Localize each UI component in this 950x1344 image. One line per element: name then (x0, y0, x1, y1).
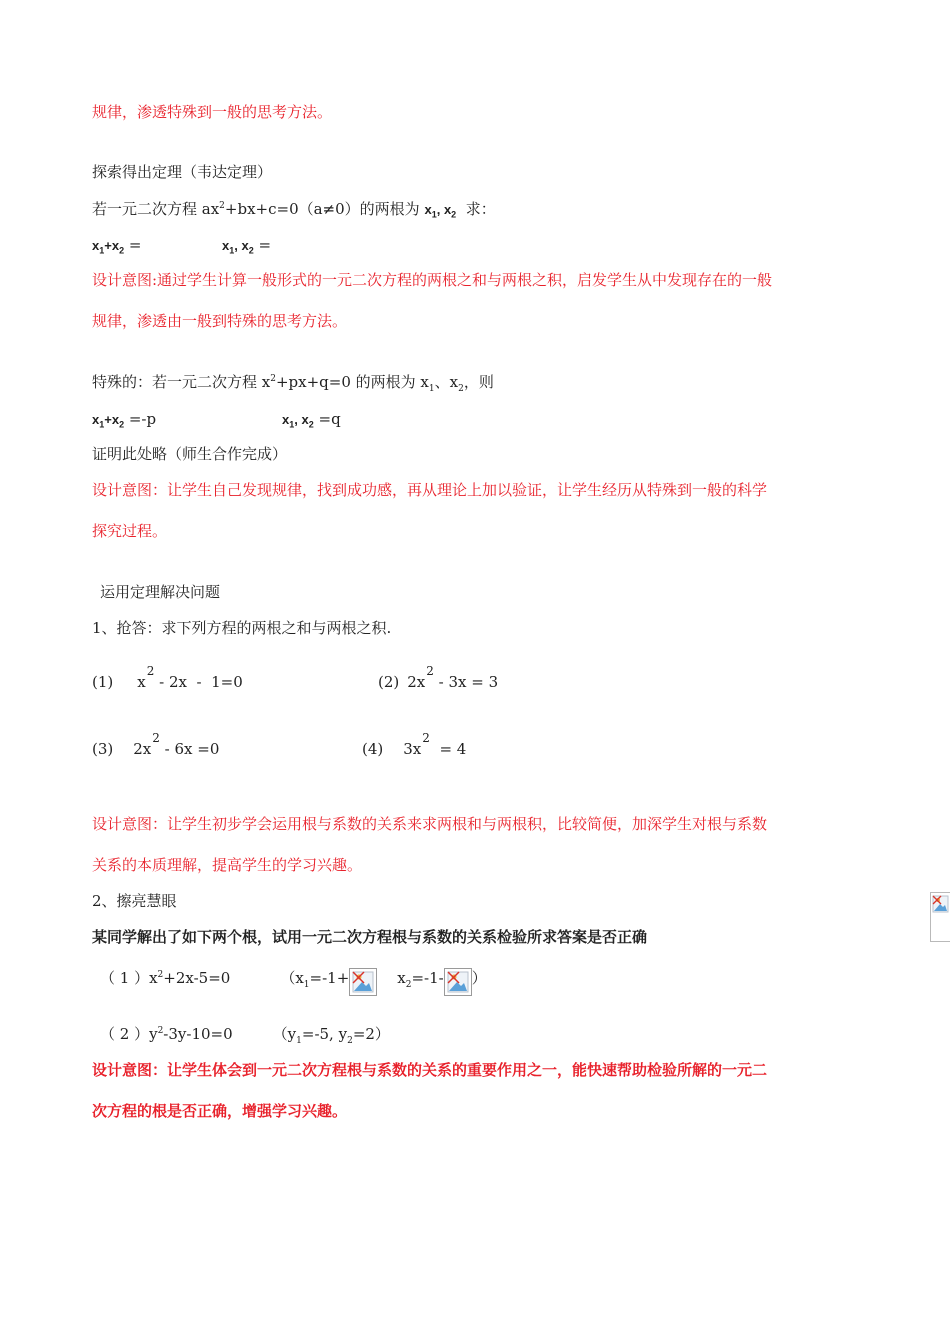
design-intent-5-line-2: 次方程的根是否正确，增强学习兴趣。 (92, 1102, 348, 1120)
section-apply-title: 运用定理解决问题 (100, 583, 221, 601)
design-intent-3-line-2: 探究过程。 (92, 522, 168, 540)
equation-1: (1) $x^2 - 2x - 1=0$ (92, 664, 243, 691)
exercise-2-title: 2、擦亮慧眼 (92, 892, 177, 910)
design-intent-5-line-1: 设计意图：让学生体会到一元二次方程根与系数的关系的重要作用之一，能快速帮助检验所解的一元二 (92, 1061, 768, 1079)
equation-4: (4) $3x^2 = 4$ (362, 731, 467, 758)
special-root-product: $x_1$, $x_2 =q$ (282, 410, 341, 430)
equation-3: (3) $2x^2 - 6x =0$ (92, 731, 220, 758)
broken-image-icon (931, 893, 950, 917)
design-intent-tail-1: 规律，渗透特殊到一般的思考方法。 (92, 103, 333, 121)
design-intent-4-line-2: 关系的本质理解，提高学生的学习兴趣。 (92, 856, 363, 874)
exercise-1-prompt: 1、抢答：求下列方程的两根之和与两根之积. (92, 619, 392, 637)
special-root-sum: $x_1+x_2 =-p$ (92, 410, 157, 430)
equation-2: (2) $2x^2 - 3x = 3$ (378, 664, 499, 691)
broken-image-icon (444, 968, 472, 996)
edge-image-placeholder (930, 892, 950, 942)
section-theorem-title: 探索得出定理（韦达定理） (92, 163, 273, 181)
root-product-blank: $x_1$, $x_2$ = (222, 236, 272, 256)
check-item-2: （ 2 ）$y^2-3y-10=0$ （$y_1=-5$, $y_2=2$） (100, 1025, 390, 1046)
broken-image-icon (349, 968, 377, 996)
root-sum-blank: $x_1+x_2$ = (92, 236, 142, 256)
design-intent-2-line-2: 规律，渗透由一般到特殊的思考方法。 (92, 312, 348, 330)
design-intent-3-line-1: 设计意图：让学生自己发现规律，找到成功感，再从理论上加以验证，让学生经历从特殊到一般的科学 (92, 481, 768, 499)
exercise-2-prompt: 某同学解出了如下两个根，试用一元二次方程根与系数的关系检验所求答案是否正确 (92, 928, 648, 946)
design-intent-2-line-1: 设计意图:通过学生计算一般形式的一元二次方程的两根之和与两根之积，启发学生从中发现存在的一般 (92, 271, 773, 289)
proof-omitted-note: 证明此处略（师生合作完成） (92, 445, 288, 463)
general-equation-statement: 若一元二次方程 $ax^2+bx+c=0(a\ne 0)$的两根为 $x_1$, $x_2$ 求： (92, 200, 496, 220)
design-intent-4-line-1: 设计意图：让学生初步学会运用根与系数的关系来求两根和与两根积，比较简便，加深学生对根与系数 (92, 815, 768, 833)
special-case-statement: 特殊的：若一元二次方程 $x^2+px+q=0$ 的两根为 $x_1$、$x_2$，则 (92, 373, 494, 394)
check-item-1: （ 1 ）$x^2+2x-5=0$ （$x_1=-1+$ $x_2=-1-$ ） (100, 965, 487, 993)
